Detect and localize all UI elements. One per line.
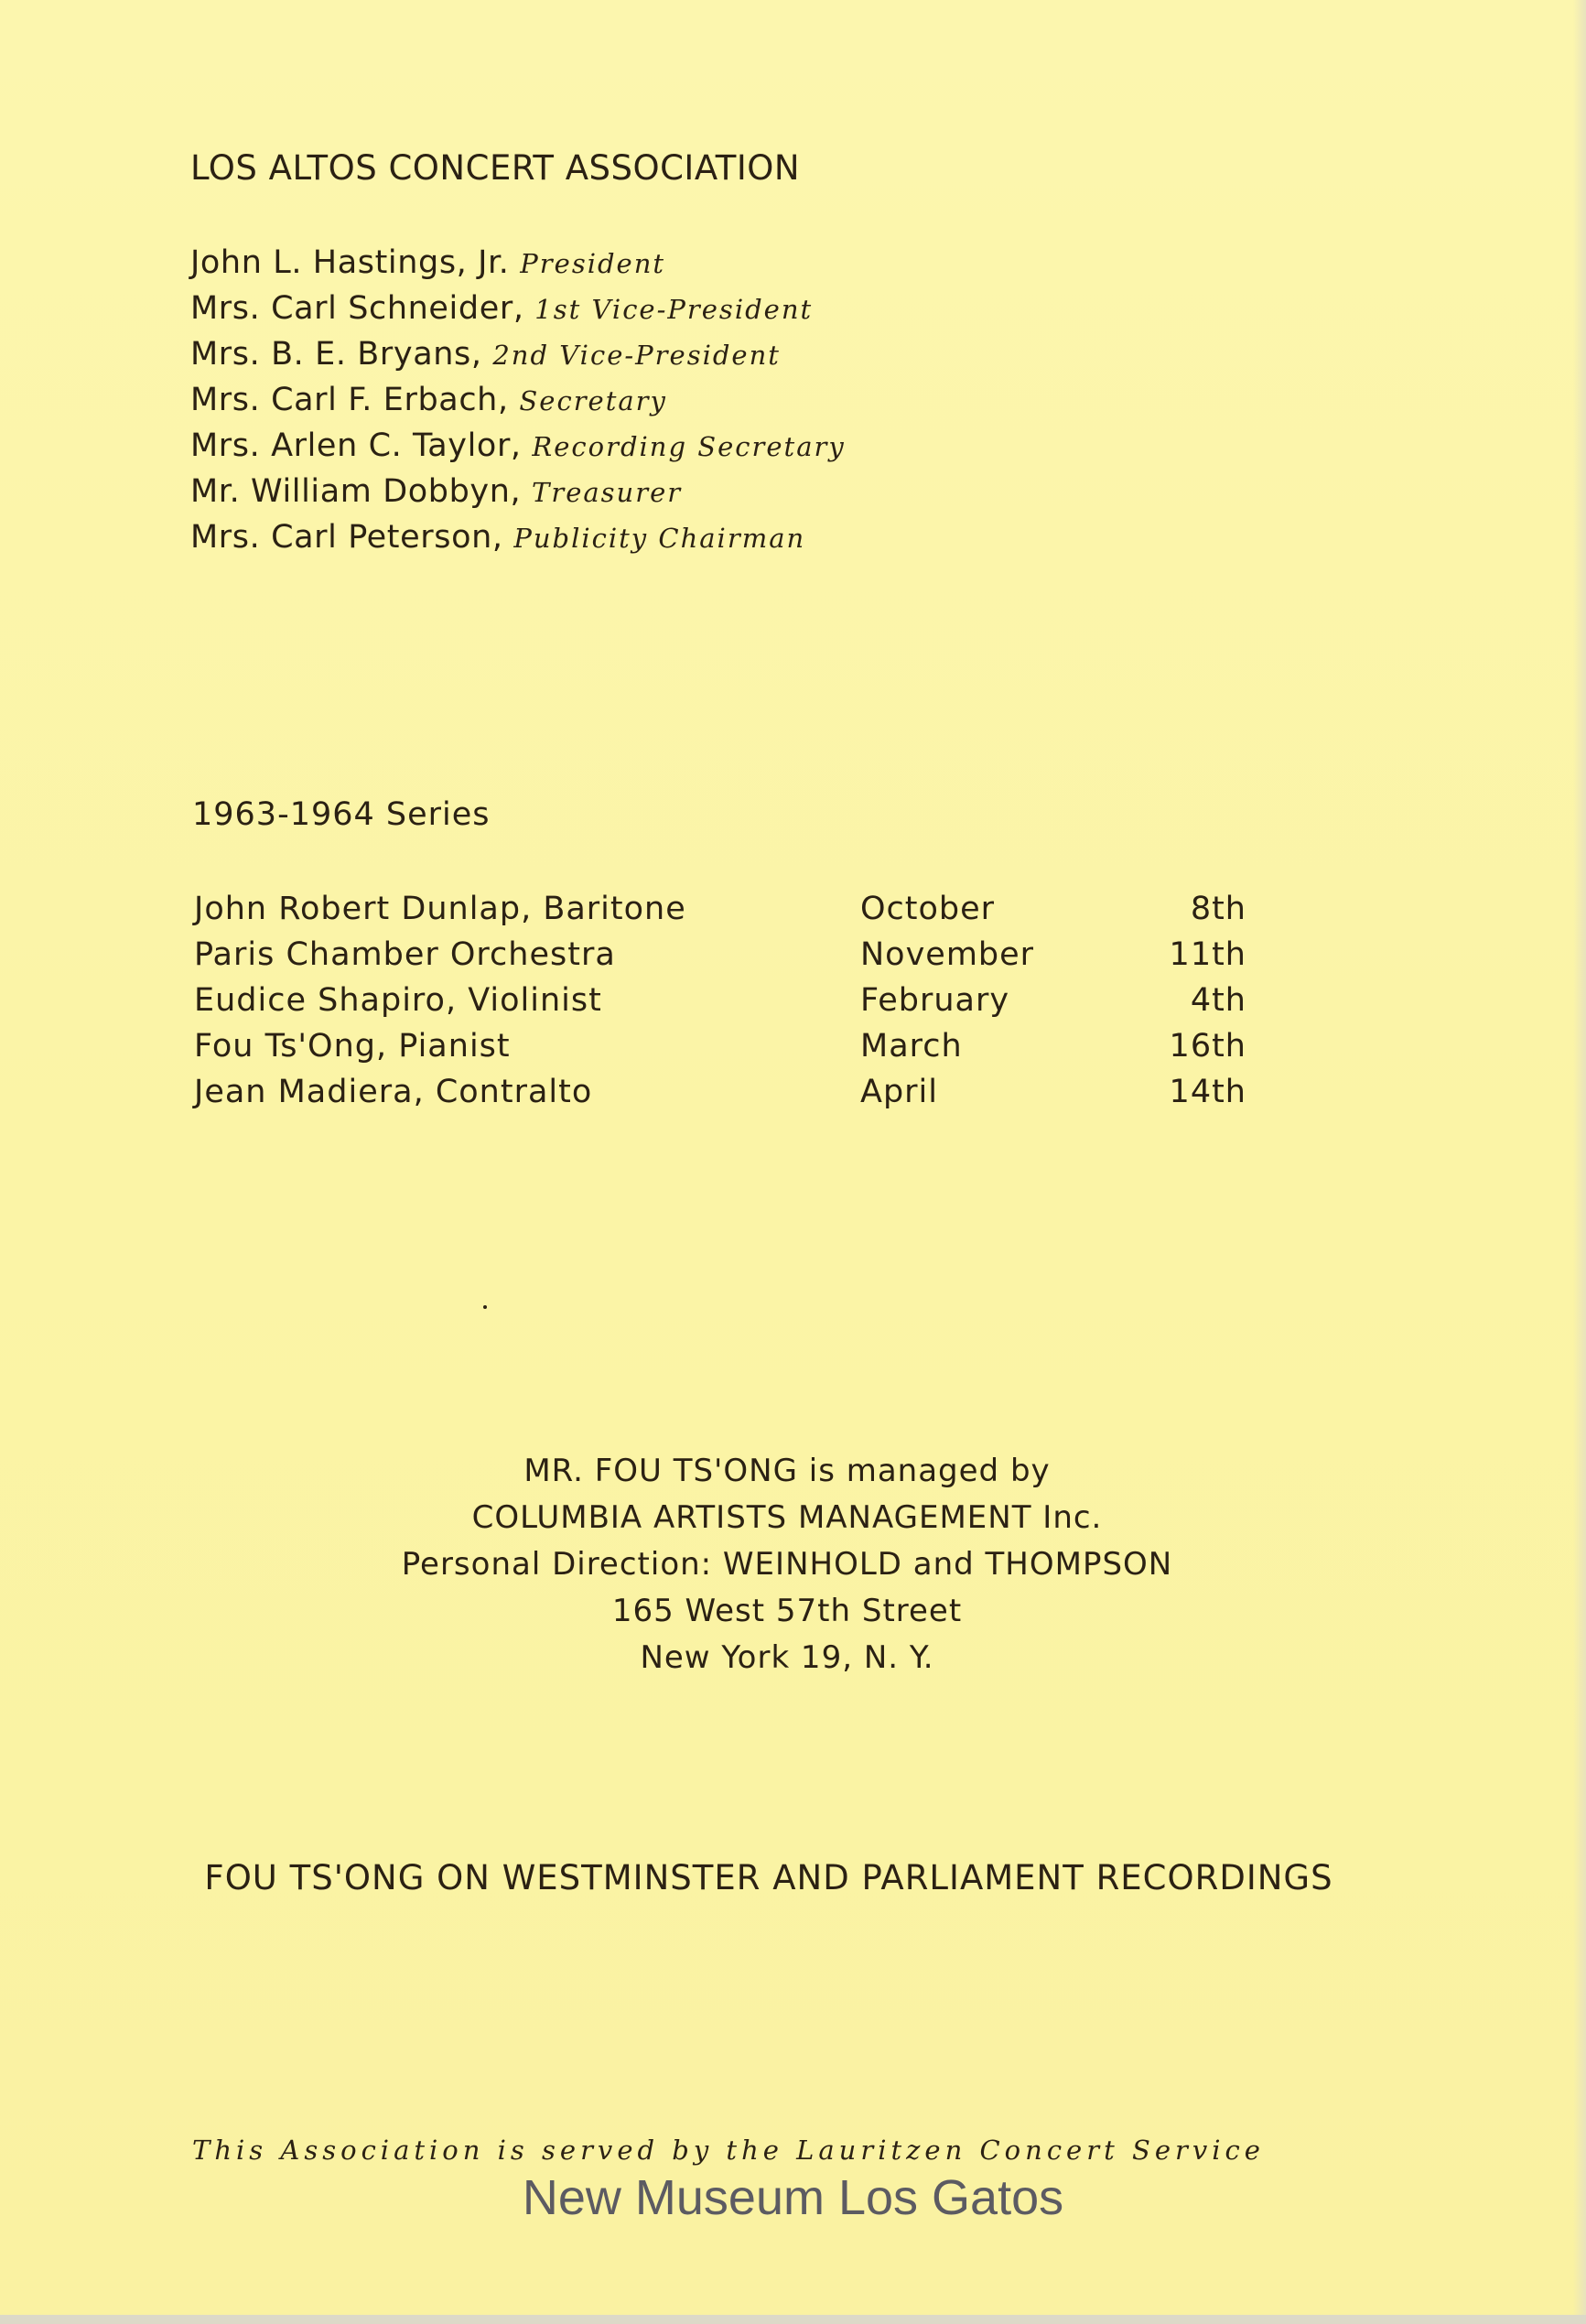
concert-month: February — [860, 982, 1010, 1019]
officer-role: Publicity Chairman — [513, 523, 806, 554]
officer-role: 1st Vice-President — [534, 294, 814, 325]
concert-schedule — [194, 886, 1246, 1115]
concert-month: April — [860, 1074, 938, 1110]
officer-name: Mrs. Carl Peterson, — [190, 519, 503, 556]
footer-note: This Association is served by the Lauritzen Concert Service — [192, 2135, 1265, 2166]
concert-performer: Paris Chamber Orchestra — [194, 936, 616, 973]
concert-day: 8th — [1190, 891, 1246, 927]
officer-role: Treasurer — [531, 477, 683, 508]
concert-performer: Jean Madiera, Contralto — [194, 1074, 593, 1110]
concert-performer: John Robert Dunlap, Baritone — [194, 891, 686, 927]
officer-entry — [190, 514, 1197, 560]
management-block — [329, 1448, 1245, 1681]
officer-entry — [190, 240, 1197, 286]
concert-row — [194, 886, 1246, 932]
officer-name: Mr. William Dobbyn, — [190, 473, 522, 510]
officer-role: 2nd Vice-President — [492, 340, 781, 371]
concert-day: 16th — [1169, 1028, 1246, 1065]
officer-entry — [190, 377, 1197, 423]
paper-edge-bottom — [0, 2315, 1586, 2324]
officer-name: Mrs. B. E. Bryans, — [190, 336, 482, 373]
officer-entry — [190, 469, 1197, 514]
management-line: Personal Direction: WEINHOLD and THOMPSON — [401, 1546, 1173, 1583]
concert-month: November — [860, 936, 1035, 973]
officer-name: John L. Hastings, Jr. — [190, 244, 510, 281]
officer-entry — [190, 286, 1197, 331]
concert-day: 14th — [1169, 1074, 1246, 1110]
management-line: COLUMBIA ARTISTS MANAGEMENT Inc. — [471, 1499, 1103, 1536]
paper-edge-right — [1573, 0, 1586, 2324]
concert-month: March — [860, 1028, 963, 1065]
series-title: 1963-1964 Series — [192, 796, 491, 833]
concert-row — [194, 932, 1246, 978]
watermark: New Museum Los Gatos — [522, 2170, 1064, 2225]
concert-month: October — [860, 891, 996, 927]
management-line: 165 West 57th Street — [611, 1593, 963, 1629]
ink-dot — [483, 1305, 487, 1309]
officer-name: Mrs. Carl Schneider, — [190, 290, 524, 327]
concert-row — [194, 1069, 1246, 1115]
concert-performer: Eudice Shapiro, Violinist — [194, 982, 602, 1019]
officer-name: Mrs. Carl F. Erbach, — [190, 382, 509, 418]
officers-list — [190, 240, 1197, 560]
officer-role: Secretary — [519, 385, 667, 416]
concert-row — [194, 978, 1246, 1023]
concert-row — [194, 1023, 1246, 1069]
officer-name: Mrs. Arlen C. Taylor, — [190, 427, 522, 464]
officer-role: Recording Secretary — [532, 431, 846, 462]
concert-day: 4th — [1190, 982, 1246, 1019]
management-line: MR. FOU TS'ONG is managed by — [523, 1453, 1051, 1489]
association-title: LOS ALTOS CONCERT ASSOCIATION — [190, 148, 801, 188]
officer-entry — [190, 423, 1197, 469]
officer-role: President — [520, 248, 666, 279]
management-line: New York 19, N. Y. — [640, 1639, 934, 1676]
concert-performer: Fou Ts'Ong, Pianist — [194, 1028, 511, 1065]
officer-entry — [190, 331, 1197, 377]
concert-day: 11th — [1169, 936, 1246, 973]
recordings-heading: FOU TS'ONG ON WESTMINSTER AND PARLIAMENT RECORDINGS — [204, 1858, 1333, 1897]
